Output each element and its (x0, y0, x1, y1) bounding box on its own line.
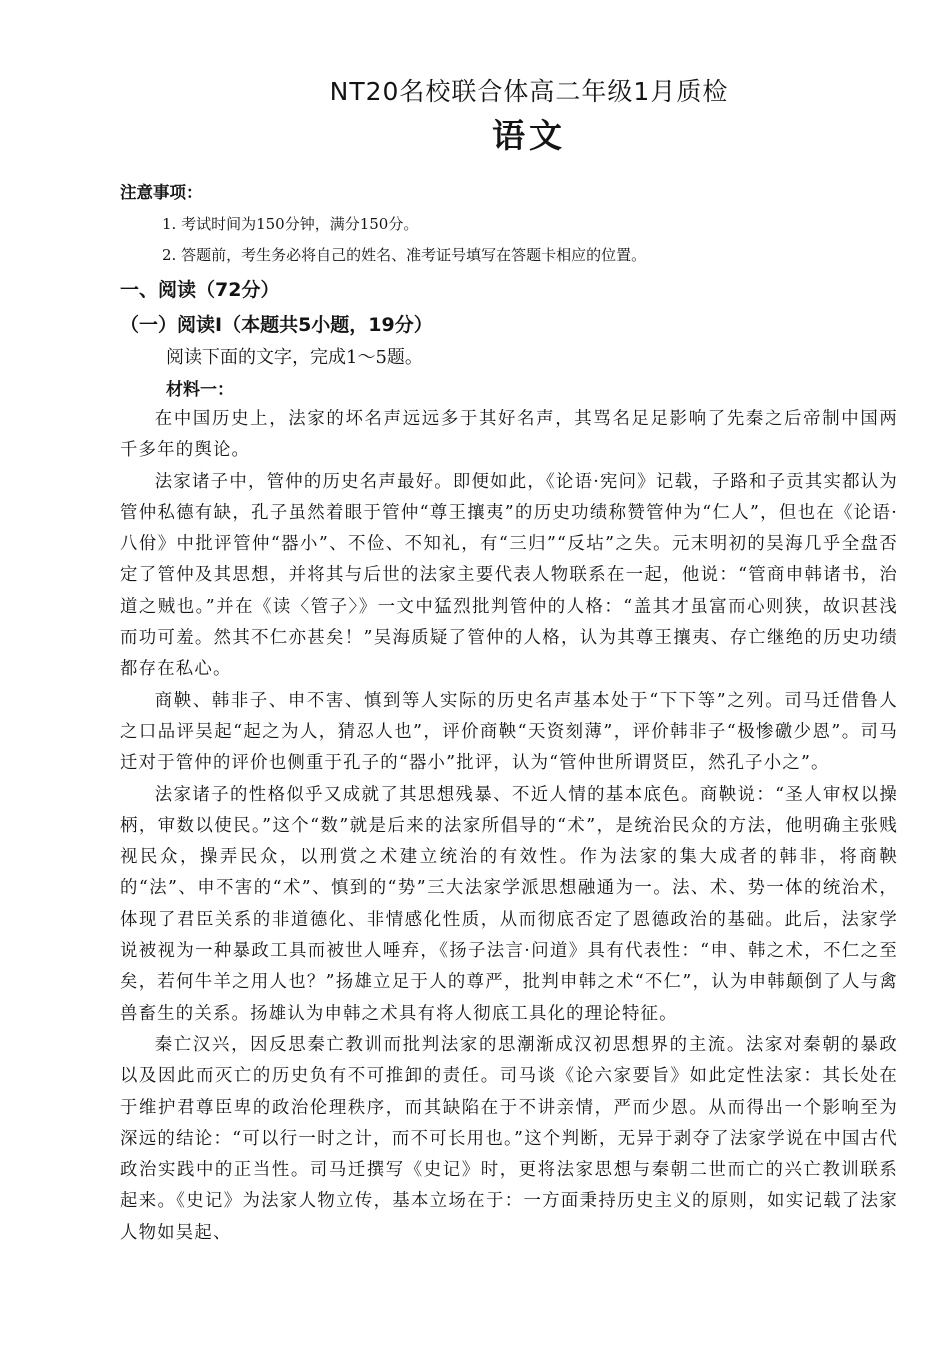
notice-heading: 注意事项： (120, 183, 203, 202)
section-heading: 一、阅读（72分） (120, 279, 280, 301)
passage-paragraph: 在中国历史上，法家的坏名声远远多于其好名声，其骂名足足影响了先秦之后帝制中国两千多年的舆论。 (120, 409, 898, 461)
notice-item: 2. 答题前，考生务必将自己的姓名、准考证号填写在答题卡相应的位置。 (162, 246, 647, 264)
subject-title: 语文 (492, 116, 566, 155)
passage-paragraph: 秦亡汉兴，因反思秦亡教训而批判法家的思潮渐成汉初思想界的主流。法家对秦朝的暴政以及因此而灭亡的历史负有不可推卸的责任。司马谈《论六家要旨》如此定性法家：其长处在于维护君尊臣卑的政治伦理秩序，而其缺陷在于不讲亲情，严而少恩。从而得出一个影响至为深远的结论：“可以行一时之计，而不可长用也。”这个判断，无异于剥夺了法家学说在中国古代政治实践中的正当性。司马迁撰写《史记》时，更将法家思想与秦朝二世而亡的兴亡教训联系起来。《史记》为法家人物立传，基本立场在于：一方面秉持历史主义的原则，如实记载了法家人物如吴起、 (120, 1034, 898, 1243)
page-content (120, 72, 898, 1249)
notice-item: 1. 考试时间为150分钟，满分150分。 (162, 215, 419, 233)
passage-paragraph: 法家诸子中，管仲的历史名声最好。即便如此，《论语·宪问》记载，子路和子贡其实都认为管仲私德有缺，孔子虽然着眼于管仲“尊王攘夷”的历史功绩称赞管仲为“仁人”，但也在《论语·八佾》中批评管仲“器小”、不俭、不知礼，有“三归”“反坫”之失。元末明初的吴海几乎全盘否定了管仲及其思想，并将其与后世的法家主要代表人物联系在一起，他说：“管商申韩诸书，治道之贼也。”并在《读〈管子〉》一文中猛烈批判管仲的人格：“盖其才虽富而心则狭，故识甚浅而功可羞。然其不仁亦甚矣！”吴海质疑了管仲的人格，认为其尊王攘夷、存亡继绝的历史功绩都存在私心。 (120, 471, 898, 680)
exam-title: NT20名校联合体高二年级1月质检 (329, 77, 729, 106)
passage-paragraph: 商鞅、韩非子、申不害、慎到等人实际的历史名声基本处于“下下等”之列。司马迁借鲁人之口品评吴起“起之为人，猜忍人也”，评价商鞅“天资刻薄”，评价韩非子“极惨礉少恩”。司马迁对于管仲的评价也侧重于孔子的“器小”批评，认为“管仲世所谓贤臣，然孔子小之”。 (120, 690, 898, 774)
material-label: 材料一： (166, 380, 234, 400)
subsection-heading: （一）阅读Ⅰ（本题共5小题，19分） (120, 314, 433, 336)
reading-instruction: 阅读下面的文字，完成1～5题。 (166, 347, 423, 368)
passage-paragraph: 法家诸子的性格似乎又成就了其思想残暴、不近人情的基本底色。商鞅说：“圣人审权以操柄，审数以使民。”这个“数”就是后来的法家所倡导的“术”，是统治民众的方法，他明确主张贱视民众，操弄民众，以刑赏之术建立统治的有效性。作为法家的集大成者的韩非，将商鞅的“法”、申不害的“术”、慎到的“势”三大法家学派思想融通为一。法、术、势一体的统治术，体现了君臣关系的非道德化、非情感化性质，从而彻底否定了恩德政治的基础。此后，法家学说被视为一种暴政工具而被世人唾弃，《扬子法言·问道》具有代表性：“申、韩之术，不仁之至矣，若何牛羊之用人也？”扬雄立足于人的尊严，批判申韩之术“不仁”，认为申韩颠倒了人与禽兽畜生的关系。扬雄认为申韩之术具有将人彻底工具化的理论特征。 (120, 784, 898, 1024)
